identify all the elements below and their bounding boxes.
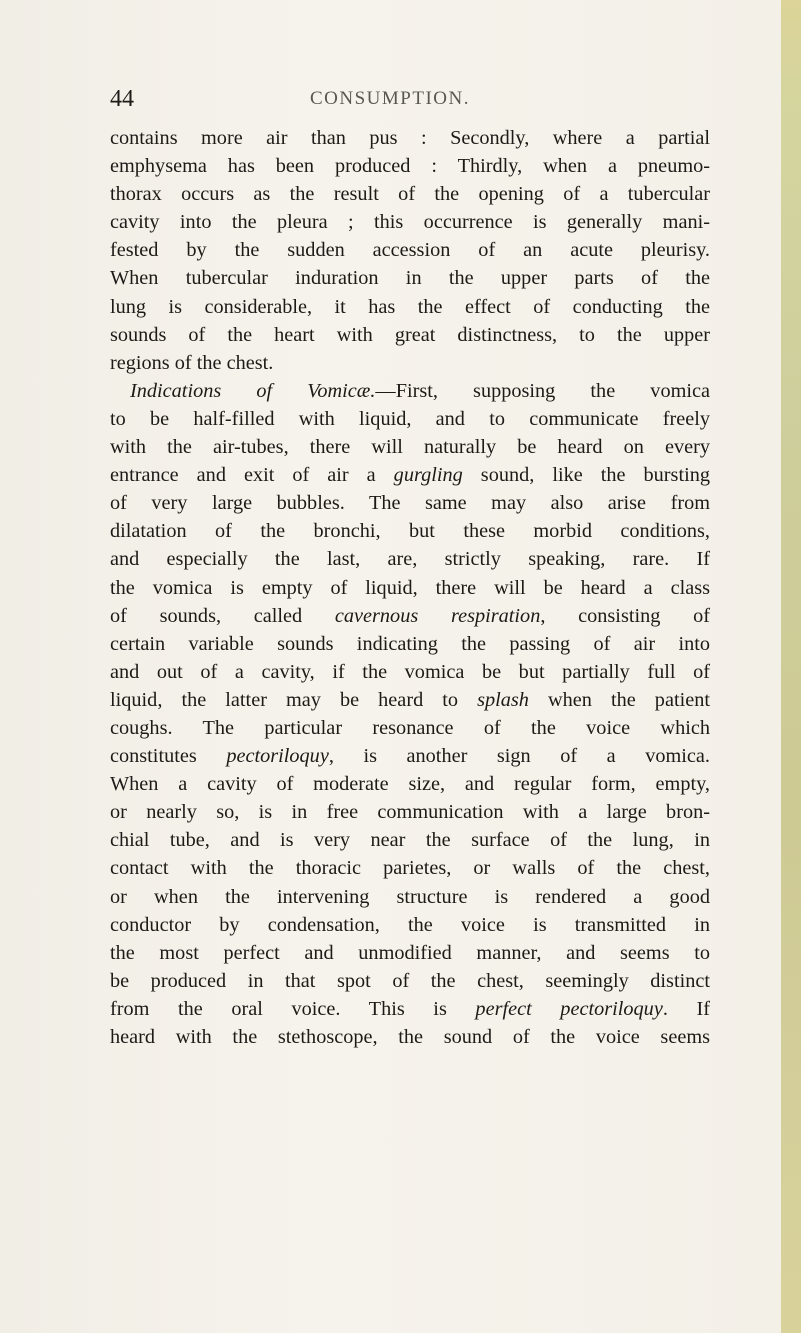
- text-line: thorax occurs as the result of the opening of a tubercular: [110, 183, 710, 206]
- running-head: CONSUMPTION.: [310, 88, 470, 109]
- text-line: to be half-filled with liquid, and to communicate freely: [110, 407, 710, 430]
- text-line: sounds of the heart with great distinctness, to the upper: [110, 323, 710, 346]
- body-text: [110, 124, 710, 1051]
- page-number: 44: [110, 86, 134, 112]
- page-edge-tint: [781, 0, 801, 1333]
- text-line: of sounds, called cavernous respiration, consisting of: [110, 604, 710, 627]
- text-line: or nearly so, is in free communication with a large bron-: [110, 801, 710, 824]
- text-line: chial tube, and is very near the surface of the lung, in: [110, 829, 710, 852]
- text-line: cavity into the pleura ; this occurrence is generally mani-: [110, 211, 710, 234]
- text-line: contact with the thoracic parietes, or walls of the chest,: [110, 857, 710, 880]
- text-line: the vomica is empty of liquid, there will be heard a class: [110, 576, 710, 599]
- text-line: contains more air than pus : Secondly, where a partial: [110, 127, 710, 149]
- text-line: fested by the sudden accession of an acute pleurisy.: [110, 239, 710, 262]
- text-line: lung is considerable, it has the effect of conducting the: [110, 295, 710, 318]
- text-line: the most perfect and unmodified manner, and seems to: [110, 941, 710, 964]
- text-line: conductor by condensation, the voice is transmitted in: [110, 913, 710, 936]
- text-line: certain variable sounds indicating the passing of air into: [110, 632, 710, 655]
- section-heading: Indications of Vomicæ.: [130, 379, 376, 402]
- text-line: When tubercular induration in the upper parts of the: [110, 267, 710, 290]
- text-line: of very large bubbles. The same may also arise from: [110, 492, 710, 515]
- text-line: and out of a cavity, if the vomica be but partially full of: [110, 660, 710, 683]
- text-line: heard with the stethoscope, the sound of the voice seems: [110, 1026, 710, 1048]
- text-line: When a cavity of moderate size, and regular form, empty,: [110, 773, 710, 796]
- text-line: dilatation of the bronchi, but these morbid conditions,: [110, 520, 710, 543]
- text-line: liquid, the latter may be heard to splash when the patient: [110, 688, 710, 711]
- text-line: or when the intervening structure is rendered a good: [110, 885, 710, 908]
- text-line: from the oral voice. This is perfect pectoriloquy. If: [110, 997, 710, 1020]
- text-line: regions of the chest.: [110, 351, 274, 374]
- page-header: [110, 86, 710, 118]
- text-line: and especially the last, are, strictly speaking, rare. If: [110, 548, 710, 571]
- text-line: emphysema has been produced : Thirdly, when a pneumo-: [110, 155, 710, 178]
- text-line: coughs. The particular resonance of the voice which: [110, 716, 710, 739]
- text-line: be produced in that spot of the chest, seemingly distinct: [110, 969, 710, 992]
- text-line: with the air-tubes, there will naturally be heard on every: [110, 436, 710, 459]
- section-heading-line: Indications of Vomicæ.—First, supposing the vomica: [130, 379, 710, 402]
- text-line: entrance and exit of air a gurgling sound, like the bursting: [110, 464, 710, 487]
- text-line: constitutes pectoriloquy, is another sign of a vomica.: [110, 745, 710, 768]
